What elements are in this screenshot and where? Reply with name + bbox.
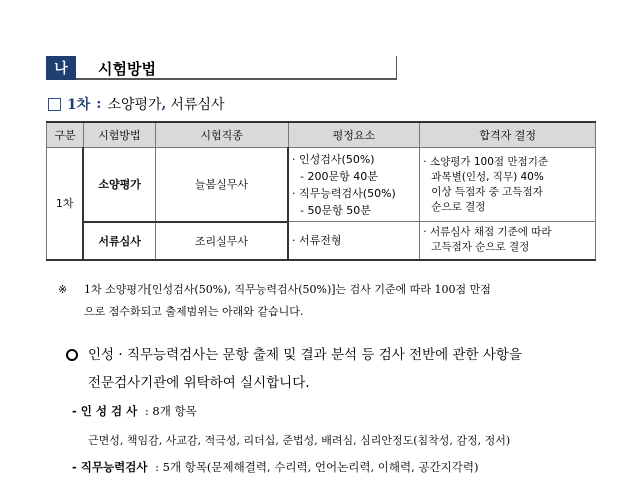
table-row xyxy=(47,148,596,222)
section-title: 시험방법 xyxy=(98,60,156,78)
personality-detail: 근면성, 책임감, 사교감, 적극성, 리더십, 준법성, 배려심, 심리안정도(침착성, 감정, 정서) xyxy=(88,434,511,447)
criteria-line: · 서류심사 채점 기준에 따라 xyxy=(423,226,552,239)
table-header: 시험방법 xyxy=(83,122,155,148)
subheading xyxy=(48,94,225,114)
paragraph-line-2: 전문검사기관에 위탁하여 실시합니다. xyxy=(88,375,310,391)
job-cell: 조리실무사 xyxy=(155,222,288,260)
personality-label: - 인 성 검 사 xyxy=(72,404,138,418)
eval-line: - 50문항 50분 xyxy=(300,203,371,217)
method-cell: 서류심사 xyxy=(83,222,155,260)
ability-label: - 직무능력검사 xyxy=(72,460,148,474)
subheading-comma: , xyxy=(161,96,167,112)
exam-method-table xyxy=(46,121,596,261)
subheading-number: 1차 xyxy=(67,97,91,113)
eval-line: - 200문항 40분 xyxy=(300,169,378,183)
subheading-text: 소양평가 xyxy=(107,97,162,113)
subheading-separator: : xyxy=(96,96,102,112)
paragraph-line-1: 인성 · 직무능력검사는 문항 출제 및 결과 분석 등 검사 전반에 관한 사항을 xyxy=(88,347,522,363)
eval-cell xyxy=(288,148,420,222)
criteria-line: · 소양평가 100점 만점기준 xyxy=(423,155,548,168)
table-header: 평정요소 xyxy=(288,122,420,148)
checkbox-square-icon xyxy=(48,98,61,111)
subheading-text2: 서류심사 xyxy=(170,97,225,113)
table-header: 구분 xyxy=(47,122,84,148)
table-row xyxy=(47,222,596,260)
stage-cell: 1차 xyxy=(47,148,84,260)
criteria-line: 과목별(인성, 직무) 40% xyxy=(431,170,544,183)
eval-line: · 인성검사(50%) xyxy=(292,152,375,166)
eval-cell xyxy=(288,222,420,260)
criteria-cell xyxy=(420,222,596,260)
criteria-line: 고득점자 순으로 결정 xyxy=(431,241,530,254)
ability-value: : 5개 항목(문제해결력, 수리력, 언어논리력, 이해력, 공간지각력) xyxy=(155,460,479,474)
eval-line: · 직무능력검사(50%) xyxy=(292,186,396,200)
criteria-line: 순으로 결정 xyxy=(431,200,486,213)
ability-test-item xyxy=(72,459,478,475)
personality-value: : 8개 항목 xyxy=(144,404,197,418)
note-line-1: 1차 소양평가[인성검사(50%), 직무능력검사(50%)]는 검사 기준에 따라 100점 만점 xyxy=(84,283,491,296)
job-cell: 늘봄실무사 xyxy=(155,148,288,222)
criteria-cell xyxy=(420,148,596,222)
section-right-border xyxy=(396,56,397,80)
table-header: 합격자 결정 xyxy=(420,122,596,148)
personality-test-item xyxy=(72,403,197,419)
circle-bullet-icon xyxy=(66,349,78,361)
criteria-line: 이상 득점자 중 고득점자 xyxy=(431,185,543,198)
note-line-2: 으로 점수화되고 출제범위는 아래와 같습니다. xyxy=(84,305,304,318)
table-header: 시험직종 xyxy=(155,122,288,148)
section-badge: 나 xyxy=(46,56,76,80)
reference-mark-icon: ※ xyxy=(58,283,68,296)
method-cell: 소양평가 xyxy=(83,148,155,222)
section-underline xyxy=(76,78,397,80)
eval-line: · 서류전형 xyxy=(292,233,342,247)
table-header-row xyxy=(47,122,596,148)
section-header xyxy=(46,56,397,80)
